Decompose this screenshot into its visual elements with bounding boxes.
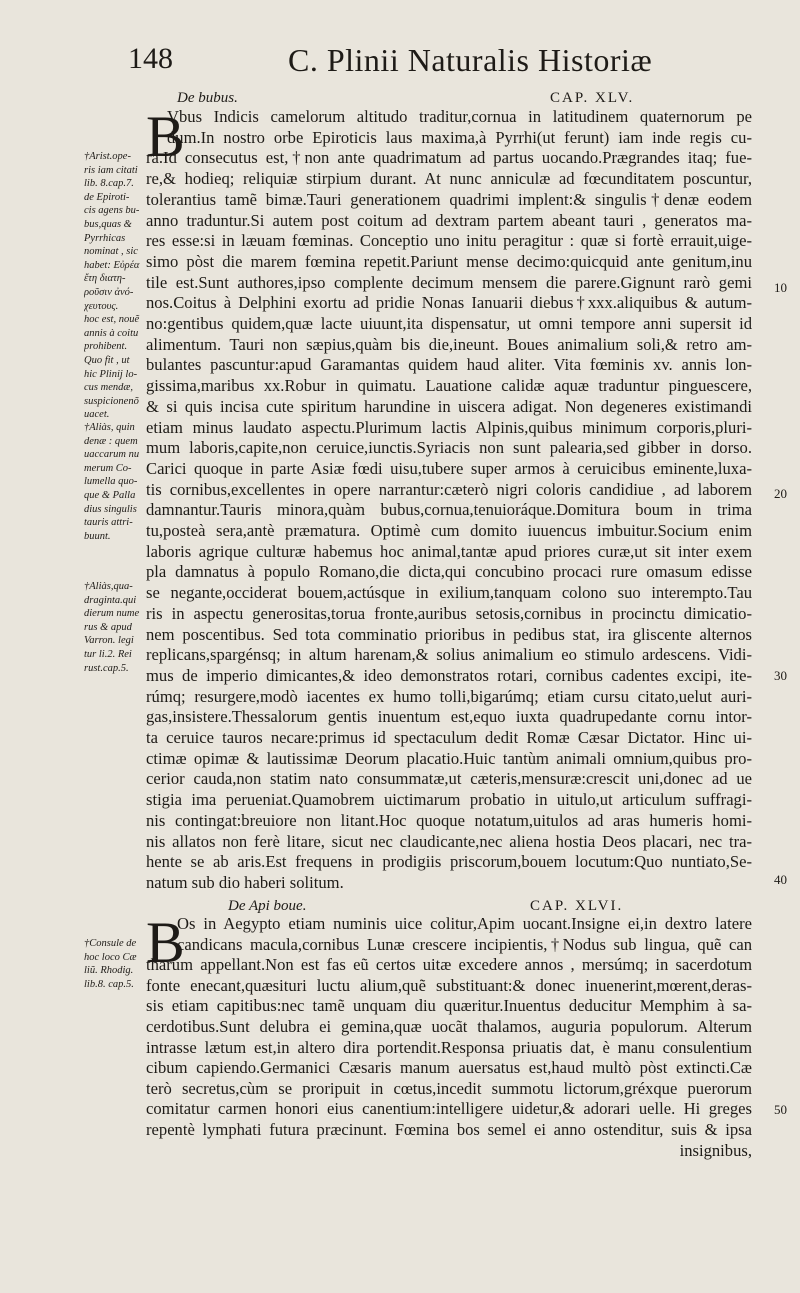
- text-line: dum.In nostro orbe Epiroticis laus maxima,à Pyrrhi(ut ferunt) iam inde regis cu-: [167, 127, 752, 147]
- text-line: & si quis incisa cute spiritum harundine in uiscera adigat. Non degeneres existimandi: [146, 396, 752, 416]
- page-number: 148: [128, 42, 173, 75]
- margin-note-line: hic Plinij lo-: [84, 368, 138, 380]
- text-line: pla damnatus à populo Romano,die dicta,qui concubino procaci rure omasum edisse: [146, 562, 752, 582]
- line-number: 40: [774, 872, 787, 887]
- text-line: mum laboris,capite,non ceruice,iunctis.Syriacis non sunt palearia,sed gibber in dorso.: [146, 438, 752, 458]
- margin-note-line: merum Co-: [84, 462, 132, 474]
- margin-note-line: cus mendæ,: [84, 382, 133, 394]
- margin-note-line: hoc loco Cæ: [84, 951, 137, 963]
- text-line: bulantes pascuntur:apud Garamantas quidem haud aliter. Vita fœminis xv. annis lon-: [146, 355, 752, 375]
- text-line: sis etiam capitibus:nec tamẽ unquam diu quæritur.Inuentus deducitur Memphim à sa-: [146, 996, 752, 1016]
- margin-note-line: cis agens bu-: [84, 205, 140, 217]
- margin-note-line: ροῦσιν ἀνό-: [84, 287, 134, 298]
- text-line: hente se ab aris.Est frequens in prodigiis priscorum,bouem locutum:Quo nuntiato,Se-: [146, 852, 752, 872]
- chapter-title: De Api boue.: [228, 898, 307, 914]
- text-line: no:gentibus quidem,quæ lacte uiuunt,ita dispensatur, ut omni tempore anni supersit id: [146, 314, 752, 333]
- margin-note-line: †Arist.ope-: [84, 151, 131, 162]
- text-line: tharum appellant.Non est fas eũ certos uitæ excedere annos , mersúmq; in sacerdotum: [146, 955, 752, 975]
- margin-note-line: dius singulis: [84, 503, 137, 515]
- text-line: damnantur.Tauris minora,quàm bubus,cornua,tenuioráque.Domitura boum in trima: [146, 500, 752, 520]
- margin-note-line: bus,quas &: [84, 219, 132, 230]
- margin-note-line: habet: Εὐρέα: [84, 259, 140, 271]
- line-number: 50: [774, 1102, 787, 1117]
- margin-note-line: denæ : quem: [84, 435, 138, 447]
- text-line: intrasse lætum est,in altero dira portendit.Responsa priuatis dat, è manu consulentium: [146, 1037, 752, 1057]
- margin-note-line: †Consule de: [84, 938, 137, 949]
- drop-cap: B: [146, 104, 185, 169]
- text-line: simo pòst die marem fœmina repetit.Pariunt mense decimo:quicquid ante genitum,inu: [146, 251, 752, 271]
- margin-note-line: †Aliàs, quin: [84, 422, 135, 433]
- margin-note-line: Quo fit , ut: [84, 355, 130, 366]
- text-line: gissima,maribus xx.Robur in quimatu. Lauatione calidæ aquæ traduntur pinguescere,: [146, 376, 752, 396]
- text-line: insignibus,: [679, 1140, 752, 1160]
- line-number: 30: [774, 668, 787, 683]
- text-line: re,& hodieq; reliquiæ stirpium durant. At nunc anniculæ ad fœcunditatem poscuntur,: [146, 169, 752, 189]
- text-line: ctimæ opimæ & lautissimæ Deorum placatio.Huic tantùm animali omnium,quibus pro-: [146, 748, 752, 768]
- text-line: ris in aspectu generositas,torua fronte,auribus setosis,cornibus in procinctu dimicatio-: [146, 603, 752, 623]
- text-line: replicans,spargénsq; in altum harenam,& solius animalium eo stimulo ardescens. Vidi-: [146, 645, 752, 665]
- text-line: comitatur carmen honori eius canentium:intelligere uidetur,& adorari uelle. Hi greges: [146, 1099, 752, 1119]
- line-number: 20: [774, 486, 787, 501]
- text-line: nos.Coitus à Delphini exortu ad pridie Nonas Ianuarii diebus†xxx.aliquibus & autum-: [146, 293, 752, 313]
- running-title: C. Plinii Naturalis Historiæ: [288, 42, 653, 78]
- text-line: nem poscentibus. Sed tota comminatio prioribus in pedibus stat, ira gliscente alternos: [146, 624, 752, 644]
- chapter-number: CAP. XLVI.: [530, 898, 624, 914]
- margin-note-line: Pyrrhicas: [84, 232, 126, 244]
- margin-note-line: †Aliàs,qua-: [84, 581, 133, 592]
- chapter-number: CAP. XLV.: [550, 90, 635, 106]
- margin-note-line: hoc est, nouẽ: [84, 314, 140, 326]
- margin-note-line: rus & apud: [84, 621, 132, 633]
- margin-note-line: dierum nume: [84, 608, 140, 620]
- text-line: stigia ima perueniat.Quamobrem uictimarum probatio in uitulo,ut articulum suffragi-: [146, 790, 752, 810]
- text-line: anno traduntur.Si autem post coitum ad dextram partem abeant tauri , generatos ma-: [146, 210, 752, 230]
- text-line: etiam minus laudato aspectu.Plurimum lactis Alpinis,quibus minimum corporis,pluri-: [146, 417, 752, 437]
- text-line: cerior cauda,non statim nato consummatæ,ut cæteris,mensuræ:crescit uni,donec ad ue: [146, 769, 752, 789]
- text-line: tile est.Sunt authores,ipso complente decimum mensem die parere.Gignunt rarò gemi: [146, 272, 752, 292]
- margin-note-line: buunt.: [84, 530, 111, 542]
- text-line: terò secretus,cùm se proripuit in cœtus,incedit summotu lictorum,gréxque puerorum: [146, 1078, 752, 1098]
- text-line: nis contingat:breuiore non litant.Hoc quoque notatum,uitulos ad aras humeris homi-: [146, 810, 752, 830]
- text-line: nis allatos non ferè litare, sicut nec claudicante,nec aliena hostia Deos placari, nec tra-: [146, 831, 752, 851]
- text-line: Carici quoque in parte Asiæ fœdi uisu,tubere super armos à ceruicibus eminente,luxa-: [146, 458, 752, 478]
- drop-cap: B: [146, 910, 185, 975]
- text-line: gas,insistere.Thessalorum gentis inuentum est,equo iuxta quadrupedante cornu intor-: [146, 707, 752, 727]
- margin-note-line: Varron. legi: [84, 635, 134, 647]
- text-line: cerdotibus.Sunt delubra ei gemina,quæ uocãt thalamos, auguria populorum. Alterum: [146, 1017, 752, 1036]
- margin-note-line: prohibent.: [84, 341, 128, 353]
- text-line: natum sub dio haberi solitum.: [146, 872, 344, 892]
- margin-note-line: draginta.qui: [84, 594, 137, 606]
- text-line: Vbus Indicis camelorum altitudo traditur,cornua in latitudinem quaternorum pe: [167, 107, 752, 126]
- margin-note-line: ἔτη διατη-: [84, 273, 126, 285]
- line-number: 10: [774, 280, 787, 295]
- text-line: ra.Id consecutus est,†non ante quadrimatum ad partus uocando.Prægrandes itaq; fue-: [146, 148, 752, 168]
- text-line: alimentum. Tauri non sæpius,quàm bis die,ineunt. Boues animalium soli,& retro am-: [146, 334, 752, 354]
- margin-note-line: suspicionenõ: [84, 395, 139, 407]
- margin-note-line: uacet.: [84, 409, 110, 421]
- margin-note-line: tauris attri-: [84, 517, 133, 529]
- margin-note-line: tur li.2. Rei: [84, 649, 132, 660]
- margin-note-line: liũ. Rhodig.: [84, 965, 134, 977]
- text-line: tis cornibus,excellentes in opere narrantur:cæterò nigri coloris candidiue , ad laborem: [146, 479, 752, 499]
- text-line: tolerantius tamẽ bimæ.Tauri generationem quadrimi implent:& singulis†denæ eodem: [146, 189, 752, 209]
- text-line: candicans macula,cornibus Lunæ crescere incipientis,†Nodus sub lingua, quẽ can: [177, 934, 752, 954]
- text-line: fonte enecant,quæsituri luctu alium,quẽ substituant:& donec inuenerint,mœrent,deras-: [146, 975, 752, 995]
- text-line: repentè lymphati futura præcinunt. Fœmina bos semel ei anno ostenditur, suis & ipsa: [146, 1120, 752, 1139]
- margin-note-line: ris iam citati: [84, 164, 138, 176]
- margin-note-line: χευτους.: [84, 300, 119, 312]
- margin-note-line: annis à coitu: [84, 327, 139, 339]
- margin-note-line: que & Palla: [84, 490, 136, 501]
- chapter-title: De bubus.: [177, 90, 238, 106]
- text-line: cibum capiendo.Germanici Cæsaris manum auersatus est,haud multò pòst extincti.Cæ: [146, 1058, 752, 1078]
- text-line: ta ceruice tauros necare:primus id spectaculum dedit Romæ Cæsar Dictator. Hinc ui-: [146, 728, 752, 747]
- text-line: tu,posteà sera,antè præmatura. Optimè cum domito iuuencus imbuitur.Socium enim: [146, 521, 752, 540]
- margin-note-line: lib. 8.cap.7.: [84, 178, 134, 190]
- margin-note-line: nominat , sic: [84, 246, 138, 258]
- text-line: res esse:si in læuam fœminas. Conceptio uno initu peragitur : quæ si fortè errauit,uige-: [146, 231, 752, 251]
- margin-note-line: lumella quo-: [84, 476, 138, 488]
- margin-note-line: lib.8. cap.5.: [84, 978, 134, 990]
- text-line: mus de imperio dimicantes,& ideo demonstratos rotari, cornibus cadentes excipi, ite-: [146, 665, 752, 685]
- text-line: rúmq; resurgere,modò iacentes ex humo tolli,bigarúmq; etiam cursu citato,uelut auri-: [146, 686, 752, 706]
- margin-note-line: rust.cap.5.: [84, 662, 129, 674]
- running-head: [128, 42, 688, 86]
- text-line: Os in Aegypto etiam numinis uice colitur,Apim uocant.Insigne ei,in dextro latere: [177, 914, 752, 933]
- margin-note-line: de Epiroti-: [84, 191, 130, 203]
- text-line: laboris agrique culturæ habemus hoc animal,tantæ apud priores curæ,ut sit inter exem: [146, 541, 752, 561]
- text-line: se negante,occiderat bouem,actúsque in exilium,tanquam colono suo interempto.Tau: [146, 583, 752, 603]
- margin-note-line: uaccarum nu: [84, 449, 140, 461]
